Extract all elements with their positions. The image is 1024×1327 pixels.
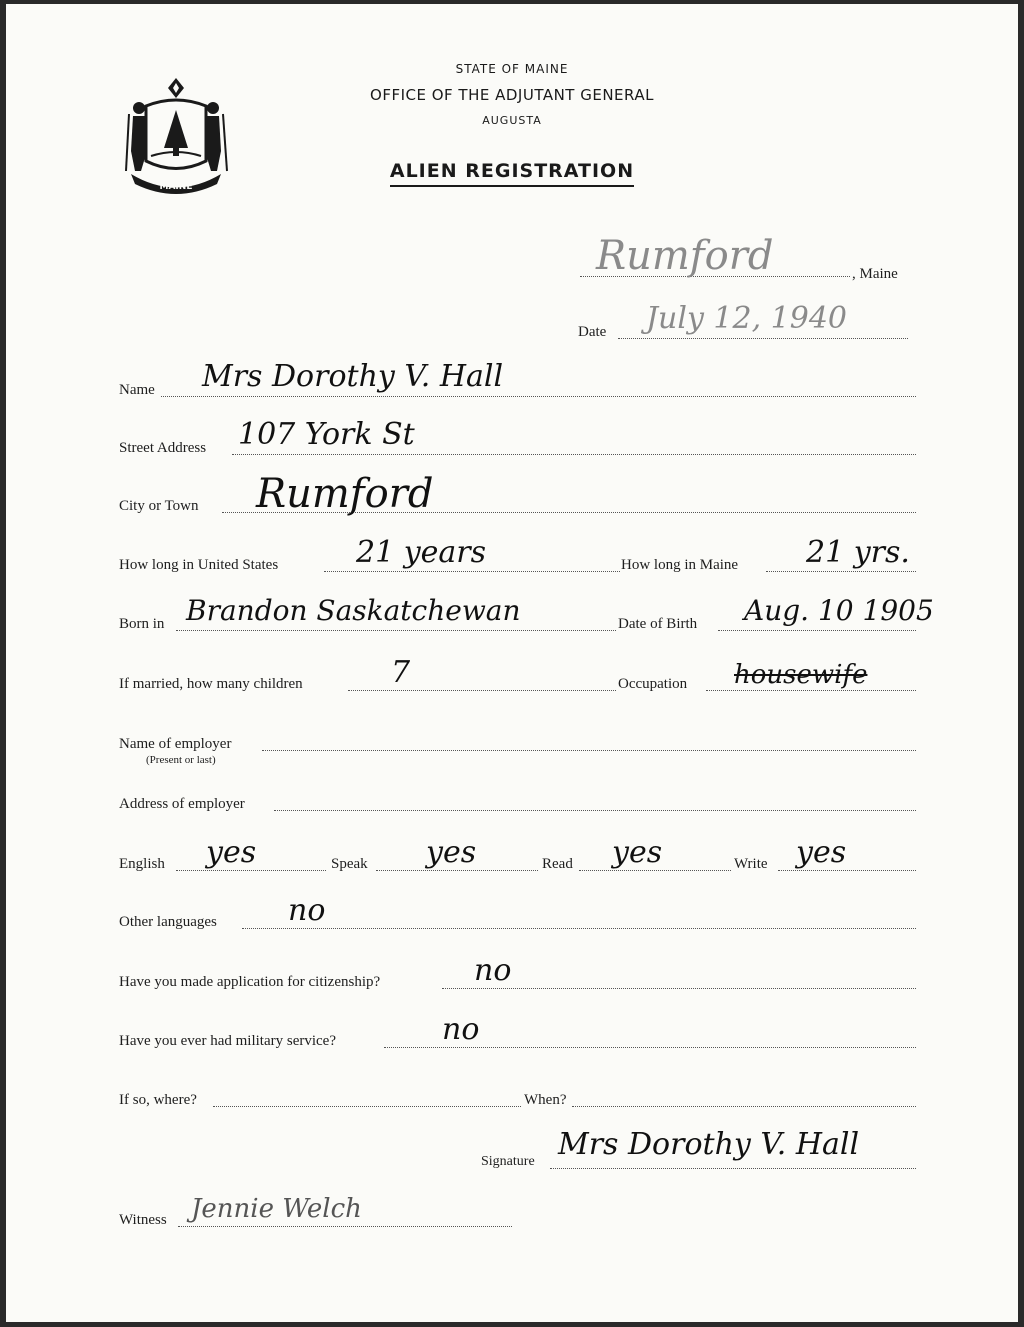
speak-line <box>376 870 538 871</box>
handwritten-speak: yes <box>426 835 477 870</box>
handwritten-write: yes <box>796 835 847 870</box>
form-title: ALIEN REGISTRATION <box>6 160 1018 182</box>
write-label: Write <box>734 856 768 872</box>
when-line <box>572 1106 916 1107</box>
write-line <box>778 870 916 871</box>
handwritten-date: July 12, 1940 <box>646 301 848 336</box>
witness-line <box>178 1226 512 1227</box>
how-long-maine-line <box>766 571 916 572</box>
how-long-us-label: How long in United States <box>119 557 279 573</box>
handwritten-military: no <box>442 1012 480 1047</box>
occupation-label: Occupation <box>618 676 688 692</box>
handwritten-born-in: Brandon Saskatchewan <box>186 594 521 627</box>
signature-label: Signature <box>481 1154 535 1169</box>
born-in-line <box>176 630 616 631</box>
children-line <box>348 690 616 691</box>
handwritten-read: yes <box>612 835 663 870</box>
seal-banner-text: MAINE <box>159 182 193 192</box>
handwritten-english: yes <box>206 835 257 870</box>
handwritten-citizenship: no <box>474 953 512 988</box>
handwritten-occupation: housewife <box>734 660 868 690</box>
registration-form <box>6 4 1018 1322</box>
handwritten-children: 7 <box>391 655 411 690</box>
name-label: Name <box>119 382 155 398</box>
employer-sub-label: (Present or last) <box>146 754 216 766</box>
header-state: STATE OF MAINE <box>455 62 569 76</box>
english-line <box>176 870 326 871</box>
read-line <box>579 870 731 871</box>
handwritten-witness: Jennie Welch <box>191 1194 362 1224</box>
how-long-maine-label: How long in Maine <box>621 557 739 573</box>
english-label: English <box>119 856 165 872</box>
citizenship-line <box>442 988 916 989</box>
other-languages-label: Other languages <box>119 914 217 930</box>
street-line <box>232 454 916 455</box>
handwritten-how-long-us: 21 years <box>356 535 487 570</box>
employer-line <box>262 750 916 751</box>
occupation-line <box>706 690 916 691</box>
place-suffix-label: , Maine <box>852 266 898 282</box>
signature-line <box>550 1168 916 1169</box>
handwritten-street: 107 York St <box>238 417 415 452</box>
children-label: If married, how many children <box>119 676 303 692</box>
if-so-where-label: If so, where? <box>119 1092 197 1108</box>
handwritten-place: Rumford <box>596 233 774 279</box>
handwritten-name: Mrs Dorothy V. Hall <box>202 359 504 394</box>
witness-label: Witness <box>119 1212 167 1228</box>
when-label: When? <box>524 1092 567 1108</box>
city-label: City or Town <box>119 498 199 514</box>
employer-label: Name of employer <box>119 736 232 752</box>
handwritten-dob: Aug. 10 1905 <box>744 594 934 627</box>
date-line <box>618 338 908 339</box>
handwritten-signature: Mrs Dorothy V. Hall <box>558 1127 860 1162</box>
military-line <box>384 1047 916 1048</box>
military-label: Have you ever had military service? <box>119 1033 336 1049</box>
handwritten-city: Rumford <box>256 471 434 517</box>
employer-address-line <box>274 810 916 811</box>
read-label: Read <box>542 856 573 872</box>
speak-label: Speak <box>331 856 368 872</box>
handwritten-how-long-maine: 21 yrs. <box>806 535 910 570</box>
dob-line <box>718 630 916 631</box>
handwritten-other-languages: no <box>288 893 326 928</box>
how-long-us-line <box>324 571 620 572</box>
header-city: AUGUSTA <box>482 114 542 127</box>
employer-address-label: Address of employer <box>119 796 245 812</box>
citizenship-label: Have you made application for citizenship? <box>119 974 381 990</box>
name-line <box>161 396 916 397</box>
dob-label: Date of Birth <box>618 616 698 632</box>
other-languages-line <box>242 928 916 929</box>
street-label: Street Address <box>119 440 207 456</box>
header-office: OFFICE OF THE ADJUTANT GENERAL <box>370 86 654 104</box>
born-in-label: Born in <box>119 616 165 632</box>
date-label: Date <box>578 324 607 340</box>
if-so-where-line <box>213 1106 521 1107</box>
